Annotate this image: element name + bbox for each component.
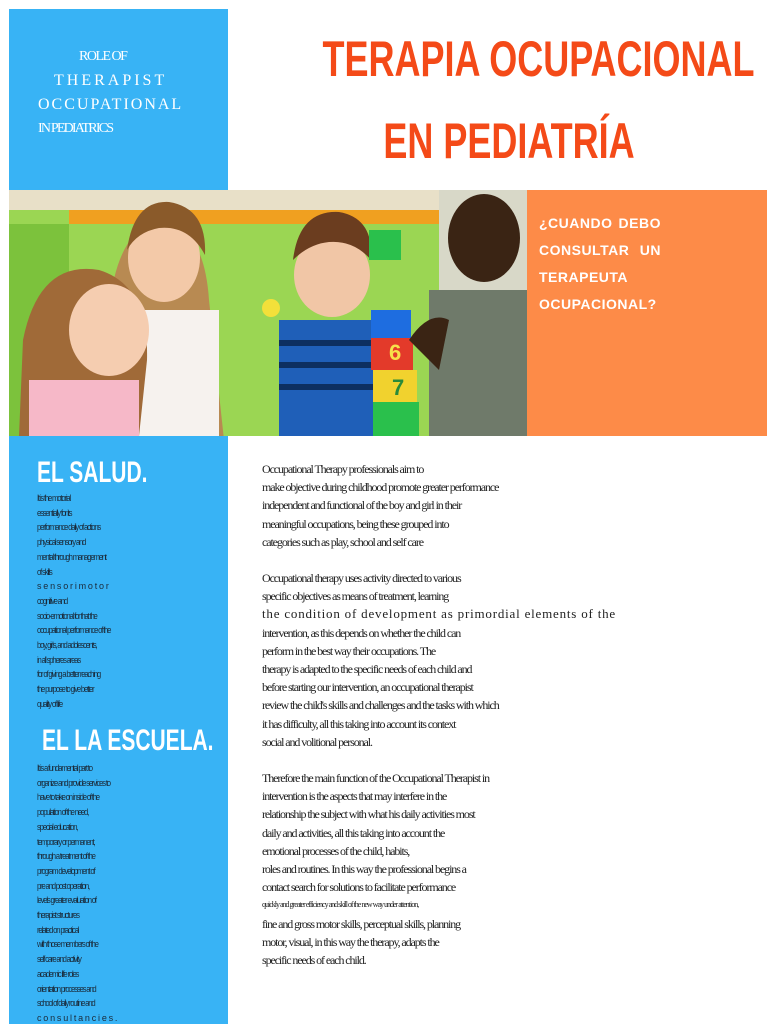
text-line: with those members of the [37,939,98,950]
text-line: pre and post operation, [37,880,89,891]
text-line: boy, girls, and adolescents, [37,640,97,651]
section-title-escuela: EL LA ESCUELA. [42,724,214,757]
text-line: self care and activity [37,954,81,965]
page-title-line-1: TERAPIA OCUPACIONAL [322,31,755,87]
paragraph-line: social and volitional personal. [262,734,372,749]
text-line: program development of [37,865,95,876]
text-line: related on practical [37,924,79,935]
text-line: performance daily of actions [37,522,101,533]
text-line: sensorimotor [37,581,111,592]
text-line: essentially for its [37,507,72,518]
text-line: quality of life [37,698,62,709]
paragraph-line: Occupational therapy uses activity directed to various [262,571,461,586]
paragraph-line: motor, visual, in this way the therapy, adapts the [262,934,439,949]
paragraph-line: specific needs of each child. [262,953,366,968]
text-line: orientation processes and [37,983,96,994]
sidebar [9,436,228,1024]
text-line: physical sensory and [37,537,86,548]
header-box-line: THERAPIST [54,72,168,89]
body-text [262,460,616,969]
paragraph-line: independent and functional of the boy and girl in their [262,498,462,513]
paragraph-line: quickly and greater efficiency and skill of the new way under attention, [262,900,419,910]
paragraph-line: Occupational Therapy professionals aim to [262,462,424,476]
paragraph-line: daily and activities, all this taking into account the [262,825,445,840]
paragraph-line: perform in the best way their occupations. The [262,643,436,658]
question-text: ¿CUANDO DEBO CONSULTAR UN TERAPEUTA OCUPACIONAL? [539,215,661,312]
text-line: It is a fundamental part to [37,763,92,773]
text-line: temporary or permanent, [37,836,95,847]
text-line: occupational performance of the [37,625,111,636]
paragraph-line: make objective during childhood promote greater performance [262,480,499,495]
text-line: levels greater evaluation of [37,895,96,906]
text-line: have to take on inside of the [37,792,99,803]
paragraph-line: relationship the subject with what his daily activities most [262,807,475,822]
svg-text:6: 6 [389,340,402,365]
paragraph-line: fine and gross motor skills, perceptual skills, planning [262,916,461,931]
paragraph-line: it has difficulty, all this taking into account its context [262,716,456,731]
text-line: socio-emotional for that the [37,610,97,621]
paragraph-line: intervention is the aspects that may interfere in the [262,789,447,804]
paragraph-line: specific objectives as means of treatment, learning [262,589,449,604]
text-line: cognitive and [37,595,67,606]
text-line: through a treatment of the [37,851,95,862]
text-line: the purpose to give better [37,684,94,695]
header-box-line: OCCUPATIONAL [38,96,184,113]
paragraph-line: therapy is adapted to the specific needs of each child and [262,662,472,677]
text-line: therapist structures [37,910,79,921]
question-box [527,190,767,436]
paragraph-line: Therefore the main function of the Occupational Therapist in [262,771,490,786]
text-line: consultancies. [37,1012,120,1023]
header-box-line: IN PEDIATRICS [38,121,113,136]
paragraph-line: before starting our intervention, an occupational therapist [262,680,473,695]
paragraph-line: emotional processes of the child, habits, [262,843,410,858]
paragraph-line: meaningful occupations, being these grouped into [262,516,449,531]
text-line: It is the motorial [37,493,70,503]
text-line: organize and provide services to [37,777,110,788]
text-line: population of the need, [37,807,89,818]
section-escuela-text [37,761,137,1026]
paragraph-line: intervention, as this depends on whether the child can [262,625,461,640]
text-line: special education, [37,821,78,832]
paragraph-line: review the child's skills and challenges and the tasks with which [262,698,499,713]
page-title-line-2: EN PEDIATRÍA [383,113,635,169]
text-line: mental through management [37,551,106,562]
section-salud-text [37,491,137,712]
paragraph-line: roles and routines. In this way the professional begins a [262,862,466,877]
text-line: for of giving a better reaching [37,669,100,680]
children-playing-photo [9,190,527,436]
svg-text:7: 7 [392,375,405,400]
text-line: academic life roles [37,968,79,979]
header-box-line: ROLE OF [79,49,127,64]
paragraph-line: the condition of development as primordial elements of the [262,606,616,622]
section-title-salud: EL SALUD. [37,456,148,489]
text-line: in all spheres areas [37,654,81,665]
text-line: school of daily routine and [37,998,95,1009]
header-box [9,9,228,190]
paragraph-line: categories such as play, school and self care [262,534,423,549]
text-line: of skills [37,566,52,577]
paragraph-line: contact search for solutions to facilitate performance [262,880,456,895]
